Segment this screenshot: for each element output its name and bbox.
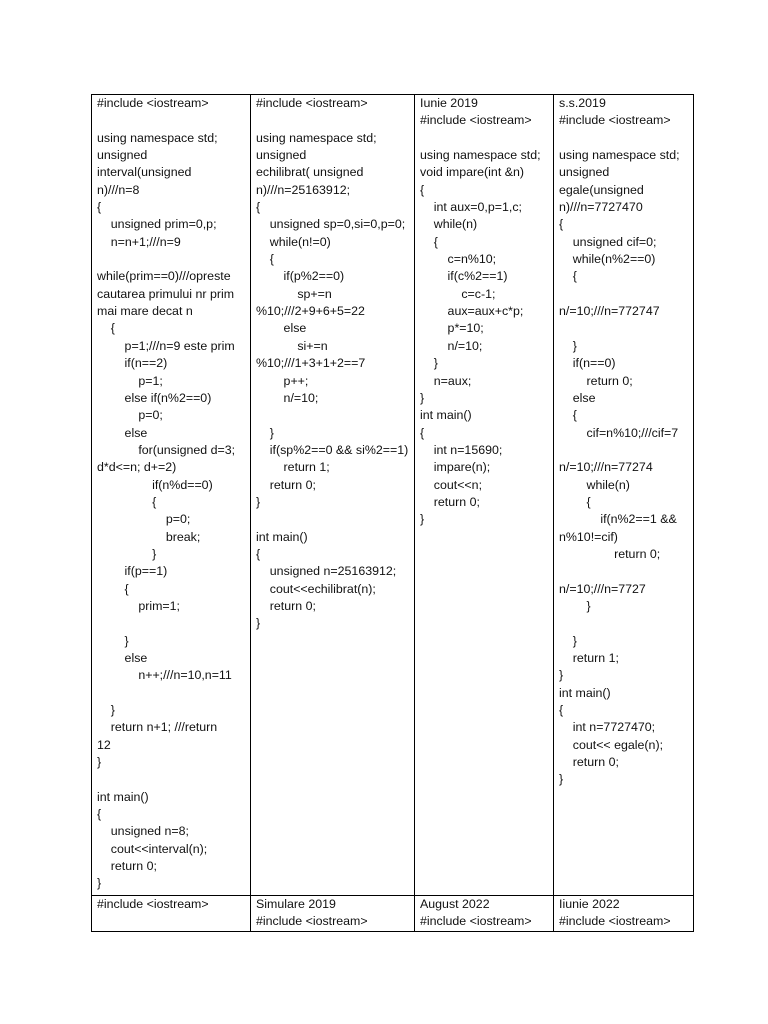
code-line: } <box>256 494 261 509</box>
code-line: { <box>97 494 157 509</box>
code-line: egale(unsigned <box>559 182 644 197</box>
code-line: int main() <box>559 685 611 700</box>
code-line <box>559 563 688 580</box>
code-line: { <box>559 703 564 718</box>
code-cell-egale <box>554 95 694 896</box>
code-line: if(n==0) <box>559 356 616 371</box>
code-line: int main() <box>420 408 472 423</box>
code-line: } <box>559 598 591 613</box>
code-line: unsigned sp=0,si=0,p=0; <box>256 217 406 232</box>
code-line <box>97 771 245 788</box>
code-line <box>559 615 688 632</box>
code-line: cout<< egale(n); <box>559 737 664 752</box>
code-line: n)///n=25163912; <box>256 182 351 197</box>
code-line: } <box>559 338 577 353</box>
code-line: for(unsigned d=3; <box>97 442 236 457</box>
code-line: { <box>420 425 425 440</box>
code-line: p=0; <box>97 408 163 423</box>
code-line: { <box>256 252 274 267</box>
code-line: cif=n%10;///cif=7 <box>559 425 679 440</box>
code-line: n/=10; <box>420 338 483 353</box>
code-line: using namespace std; <box>97 130 218 145</box>
code-line: n/=10;///n=7727 <box>559 581 646 596</box>
code-line: d*d<=n; d+=2) <box>97 460 177 475</box>
code-line: cout<<echilibrat(n); <box>256 581 376 596</box>
code-line: } <box>97 703 115 718</box>
code-line <box>256 112 409 129</box>
code-line: { <box>97 321 115 336</box>
code-line: si+=n <box>256 338 328 353</box>
code-line: unsigned <box>97 148 148 163</box>
code-line <box>256 511 409 528</box>
code-line: } <box>420 512 425 527</box>
code-line: return 1; <box>559 651 619 665</box>
code-line: unsigned cif=0; <box>559 234 657 249</box>
code-line: #include <iostream> <box>97 96 209 110</box>
code-cell-echilibrat <box>251 95 415 896</box>
code-line: unsigned n=8; <box>97 824 189 839</box>
code-line <box>97 251 245 268</box>
code-line: return 0; <box>559 755 619 770</box>
code-line: c=n%10; <box>420 252 497 267</box>
code-line: cout<<interval(n); <box>97 841 208 856</box>
code-line: else <box>559 390 596 405</box>
code-line: #include <iostream> <box>420 113 532 128</box>
code-line: int main() <box>97 789 149 804</box>
code-line: } <box>256 425 274 440</box>
code-line: { <box>256 200 261 215</box>
code-line: n/=10; <box>256 390 319 405</box>
code-line: { <box>420 182 425 197</box>
code-line <box>420 130 548 147</box>
code-line <box>97 615 245 632</box>
code-line: void impare(int &n) <box>420 165 524 180</box>
code-line: #include <iostream> <box>97 897 209 911</box>
code-line: cautarea primului nr prim <box>97 286 235 301</box>
code-line: while(prim==0)///opreste <box>97 269 231 284</box>
code-line <box>559 442 688 459</box>
code-table <box>91 94 694 932</box>
code-line: { <box>97 200 102 215</box>
code-line: n%10!=cif) <box>559 529 618 544</box>
code-line: else <box>97 425 148 440</box>
footer-cell-4 <box>554 896 694 932</box>
code-line: #include <iostream> <box>420 914 532 929</box>
code-line: return 0; <box>559 546 661 561</box>
code-line: else if(n%2==0) <box>97 390 212 405</box>
code-line: Simulare 2019 <box>256 897 336 911</box>
code-line: while(n) <box>420 217 478 232</box>
code-line: using namespace std; <box>559 148 680 163</box>
code-line: } <box>97 546 157 561</box>
code-line: return 0; <box>256 598 316 613</box>
code-line: aux=aux+c*p; <box>420 304 524 319</box>
code-line: n)///n=8 <box>97 182 140 197</box>
code-line: return 0; <box>420 494 480 509</box>
code-line: { <box>559 494 591 509</box>
footer-cell-1 <box>92 896 251 932</box>
code-line: int main() <box>256 529 308 544</box>
code-line: 12 <box>97 737 111 752</box>
code-line: } <box>559 668 564 683</box>
code-line: impare(n); <box>420 460 491 475</box>
code-line: if(c%2==1) <box>420 269 508 284</box>
code-line: { <box>97 581 129 596</box>
code-line: { <box>559 408 577 423</box>
code-line <box>97 112 245 129</box>
code-line: if(sp%2==0 && si%2==1) <box>256 442 409 457</box>
code-line: if(p==1) <box>97 564 168 579</box>
code-line: int aux=0,p=1,c; <box>420 200 522 215</box>
code-line: n/=10;///n=772747 <box>559 304 660 319</box>
code-line: echilibrat( unsigned <box>256 165 364 180</box>
code-line: p=1; <box>97 373 163 388</box>
code-line: } <box>97 876 102 891</box>
code-line: using namespace std; <box>256 130 377 145</box>
code-line: } <box>559 772 564 787</box>
table-row <box>92 896 694 932</box>
code-line: s.s.2019 <box>559 96 606 110</box>
code-line: { <box>559 269 577 284</box>
code-line: unsigned prim=0,p; <box>97 217 217 232</box>
code-line: n/=10;///n=77274 <box>559 460 653 475</box>
code-line: August 2022 <box>420 897 490 911</box>
code-line: break; <box>97 529 201 544</box>
code-line: unsigned n=25163912; <box>256 564 397 579</box>
code-line: while(n) <box>559 477 630 492</box>
code-line: cout<<n; <box>420 477 483 492</box>
code-line <box>559 286 688 303</box>
code-line: p*=10; <box>420 321 484 336</box>
code-line: n=n+1;///n=9 <box>97 234 181 249</box>
code-line: return 0; <box>97 859 157 874</box>
code-line: return 0; <box>559 373 633 388</box>
code-line: if(n%d==0) <box>97 477 213 492</box>
code-line: int n=7727470; <box>559 720 656 735</box>
code-line: { <box>97 807 102 822</box>
code-line: prim=1; <box>97 598 180 613</box>
code-line: } <box>420 390 425 405</box>
code-line: { <box>256 546 261 561</box>
code-line <box>559 320 688 337</box>
code-line: return n+1; ///return <box>97 720 218 735</box>
code-line: unsigned <box>256 148 307 163</box>
code-line: } <box>97 633 129 648</box>
code-line: } <box>256 616 261 631</box>
code-line <box>559 130 688 147</box>
code-line: #include <iostream> <box>559 914 671 929</box>
code-line: { <box>420 234 438 249</box>
code-line: unsigned <box>559 165 610 180</box>
code-line: n)///n=7727470 <box>559 200 643 215</box>
code-line: %10;///1+3+1+2==7 <box>256 356 366 371</box>
code-line: int n=15690; <box>420 442 503 457</box>
footer-cell-3 <box>415 896 554 932</box>
code-line: } <box>559 633 577 648</box>
code-line: p++; <box>256 373 309 388</box>
code-line: else <box>97 651 148 665</box>
code-line: if(n==2) <box>97 356 168 371</box>
code-line: Iiunie 2022 <box>559 897 620 911</box>
code-line: #include <iostream> <box>559 113 671 128</box>
code-line: if(p%2==0) <box>256 269 345 284</box>
code-line: if(n%2==1 && <box>559 512 677 527</box>
code-line <box>97 685 245 702</box>
footer-cell-2 <box>251 896 415 932</box>
code-line: mai mare decat n <box>97 304 193 319</box>
code-line: while(n%2==0) <box>559 252 656 267</box>
code-line: n=aux; <box>420 373 472 388</box>
code-line: %10;///2+9+6+5=22 <box>256 304 365 319</box>
code-line: n++;///n=10,n=11 <box>97 668 232 683</box>
code-line: #include <iostream> <box>256 96 368 110</box>
code-line: c=c-1; <box>420 286 496 301</box>
code-line: return 0; <box>256 477 316 492</box>
code-line: p=0; <box>97 512 191 527</box>
code-line: } <box>420 356 438 371</box>
code-line <box>256 407 409 424</box>
code-line: return 1; <box>256 460 330 475</box>
code-line: } <box>97 755 102 770</box>
code-cell-interval <box>92 95 251 896</box>
code-line: #include <iostream> <box>256 914 368 929</box>
code-line: sp+=n <box>256 286 332 301</box>
table-row <box>92 95 694 896</box>
code-cell-impare <box>415 95 554 896</box>
code-line: p=1;///n=9 este prim <box>97 338 235 353</box>
code-line: Iunie 2019 <box>420 96 478 110</box>
code-line: using namespace std; <box>420 148 541 163</box>
code-line: { <box>559 217 564 232</box>
code-line: while(n!=0) <box>256 234 331 249</box>
code-line: interval(unsigned <box>97 165 192 180</box>
code-line: else <box>256 321 307 336</box>
